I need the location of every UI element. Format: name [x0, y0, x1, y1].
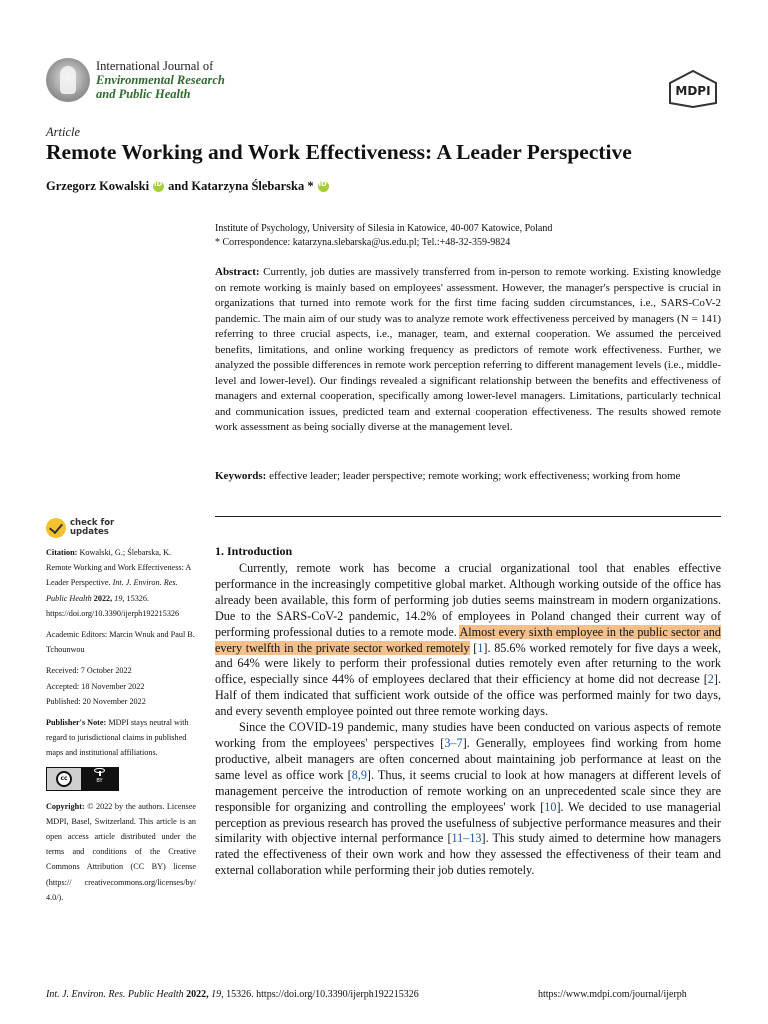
- mdpi-logo-icon: [666, 70, 720, 108]
- footer-volume: 19,: [211, 989, 224, 1000]
- article-type: Article: [46, 125, 81, 139]
- paragraph: [215, 561, 721, 720]
- check-updates-line1: check for: [70, 517, 115, 528]
- journal-name: [96, 59, 225, 101]
- journal-header: [46, 58, 225, 102]
- footer-journal: Int. J. Environ. Res. Public Health: [46, 989, 184, 1000]
- citation: [46, 545, 196, 621]
- citation-label: Citation:: [46, 548, 78, 557]
- reference-link[interactable]: 2: [707, 672, 714, 687]
- paragraph-text: ]. 85.6% worked remotely for five days a week, and 64% were likely to perform their professional duties remotely even after returning to the work office, especially since 44% of employees declared that their efficiency at home did not decrease [: [215, 640, 722, 687]
- citation-journal: Int. J. Environ. Res. Public Health: [46, 578, 178, 603]
- keywords: [215, 469, 721, 485]
- journal-name-line3: and Public Health: [96, 87, 191, 101]
- orcid-icon[interactable]: [318, 181, 329, 192]
- paragraph-text: Since the COVID-19 pandemic, many studies have been conducted on various aspects of remote working from the employees' perspectives [: [215, 720, 721, 750]
- keywords-text: effective leader; leader perspective; remote working; work effectiveness; working from home: [269, 470, 681, 482]
- copyright: [46, 799, 196, 905]
- footer-year: 2022,: [186, 989, 209, 1000]
- author-name[interactable]: Grzegorz Kowalski: [46, 179, 150, 193]
- citation-doi-link[interactable]: 15326. https://doi.org/10.3390/ijerph192215326: [46, 593, 180, 618]
- attribution-person-icon: [94, 768, 105, 774]
- copyright-text: © 2022 by the authors. Licensee MDPI, Basel, Switzerland. This article is an open access article distributed under the terms and conditions of the Creative Commons Attribution (CC BY) license (https:// creativecommons.org/licenses/by/ 4.0/).: [46, 801, 197, 902]
- reference-link[interactable]: 10: [544, 799, 557, 814]
- cc-by-license-badge[interactable]: [46, 767, 119, 791]
- affiliation-institute: Institute of Psychology, University of Silesia in Katowice, 40-007 Katowice, Poland: [215, 223, 553, 234]
- abstract-text: Currently, job duties are massively transferred from in-person to remote working. Existing knowledge on remote working is mainly based on employees' assessment. However, the manager's perspective is crucial in organizations that turned into remote work for the first time facing sudden circumstances, i.e., SARS-CoV-2 pandemic. The main aim of our study was to analyze remote work effectiveness perceived by managers (N = 141) referring to three crucial aspects, i.e., manager, team, and external cooperation. We assumed the perceived benefits, limitations, and online working frequency as predictors of remote work effectiveness. Further, we analyzed the possible differences in remote work perception referring to different management levels (i.e., middle-level and lower-level). Our findings revealed a significant relationship between the benefits and effectiveness of managers and external cooperation, specifically among lower-level managers. Limitations, particularly technical and communication issues, predicted team and external cooperation effectiveness. The results showed remote work assessment as being socially diverse at the management level.: [215, 266, 721, 433]
- reference-link[interactable]: 1: [477, 640, 484, 655]
- footer-citation: [46, 989, 419, 1000]
- article-sidebar: [46, 545, 196, 911]
- reference-link[interactable]: 3–7: [444, 735, 463, 750]
- section-heading: 1. Introduction: [215, 544, 293, 558]
- author-connector: and: [168, 179, 189, 193]
- paragraph-text: Currently, remote work has become a crucial organizational tool that enables effective performance in the increasingly competitive global market. Although working outside of the office has already been available, this form of performing job duties seems mainstream in modern organizations. Due to the SARS-CoV-2 pandemic, 14.2% of employees in Poland changed their current way of performing professional duties to a remote mode.: [215, 561, 721, 639]
- copyright-label: Copyright:: [46, 801, 85, 811]
- introduction-body: [215, 561, 721, 879]
- highlighted-text[interactable]: Almost every sixth employee in the public sector and every twelfth in the private sector worked remotely: [215, 624, 721, 655]
- by-icon: [81, 768, 118, 790]
- citation-text: Kowalski, G.; Ślebarska, K. Remote Working and Work Effectiveness: A Leader Perspective.: [46, 548, 191, 588]
- footer-journal-url[interactable]: https://www.mdpi.com/journal/ijerph: [538, 989, 687, 1000]
- author-name[interactable]: Katarzyna Ślebarska *: [191, 179, 314, 193]
- check-updates-button[interactable]: [46, 518, 114, 538]
- publisher-note-label: Publisher's Note:: [46, 718, 107, 728]
- check-updates-line2: updates: [70, 527, 109, 537]
- reference-link[interactable]: 8,9: [351, 767, 367, 782]
- reference-link[interactable]: 11–13: [451, 831, 482, 846]
- paragraph: [215, 720, 721, 879]
- citation-volume: 19,: [114, 593, 125, 603]
- publication-dates: [46, 663, 196, 709]
- date-published: Published: 20 November 2022: [46, 696, 146, 706]
- citation-year: 2022,: [93, 593, 113, 603]
- orcid-icon[interactable]: [153, 181, 164, 192]
- abstract-label: Abstract:: [215, 266, 260, 278]
- keywords-label: Keywords:: [215, 470, 267, 482]
- publisher-note-text: MDPI stays neutral with regard to jurisdictional claims in published maps and institutional affiliations.: [46, 718, 189, 758]
- by-label: BY: [96, 778, 103, 785]
- academic-editors: Academic Editors: Marcin Wnuk and Paul B. Tchounwou: [46, 630, 195, 655]
- paragraph-text: ]. Half of them indicated that sufficient work outside of the office was performed mainly for two days, and every seventh employee pointed out three remote working days.: [215, 672, 721, 719]
- article-title: Remote Working and Work Effectiveness: A Leader Perspective: [46, 140, 632, 164]
- mdpi-logo-text: MDPI: [675, 84, 711, 98]
- affiliation-correspondence: * Correspondence: katarzyna.slebarska@us.edu.pl; Tel.:+48-32-359-9824: [215, 237, 511, 248]
- publisher-note: [46, 715, 196, 761]
- cc-icon: [47, 768, 81, 790]
- abstract: [215, 265, 721, 436]
- paragraph-text: ]. Thus, it seems crucial to look at how managers at different levels of management perceive the introduction of remote working on an unprecedented scale since they are responsible for organizing and controlling the employees' work [: [215, 767, 721, 814]
- section-divider: [215, 516, 721, 517]
- check-updates-icon: [46, 518, 66, 538]
- cc-label: cc: [56, 771, 72, 787]
- paragraph-text: [: [469, 640, 478, 655]
- journal-name-line2: Environmental Research: [96, 73, 225, 87]
- author-list: [46, 179, 333, 194]
- journal-name-line1: International Journal of: [96, 59, 214, 73]
- check-updates-label: [70, 519, 114, 538]
- affiliation: [215, 222, 552, 250]
- paragraph-text: ]. This study aimed to determine how managers rated the effectiveness of their own work and how they assessed the effectiveness of their team and external collaboration while performing their job duties remotely.: [215, 831, 721, 878]
- paragraph-text: ]. Generally, employees find working from home productive, albeit managers are often concerned about maintaining job performance at least on the same level as office work [: [215, 735, 722, 782]
- date-received: Received: 7 October 2022: [46, 666, 132, 676]
- paragraph-text: ]. We decided to use managerial perception as previous research has proved the usefulness of subjective performance measures and their similarity with objective internal performance [: [215, 799, 721, 846]
- date-accepted: Accepted: 18 November 2022: [46, 681, 145, 691]
- footer-doi-link[interactable]: 15326. https://doi.org/10.3390/ijerph192215326: [226, 989, 419, 1000]
- journal-logo-icon: [46, 58, 90, 102]
